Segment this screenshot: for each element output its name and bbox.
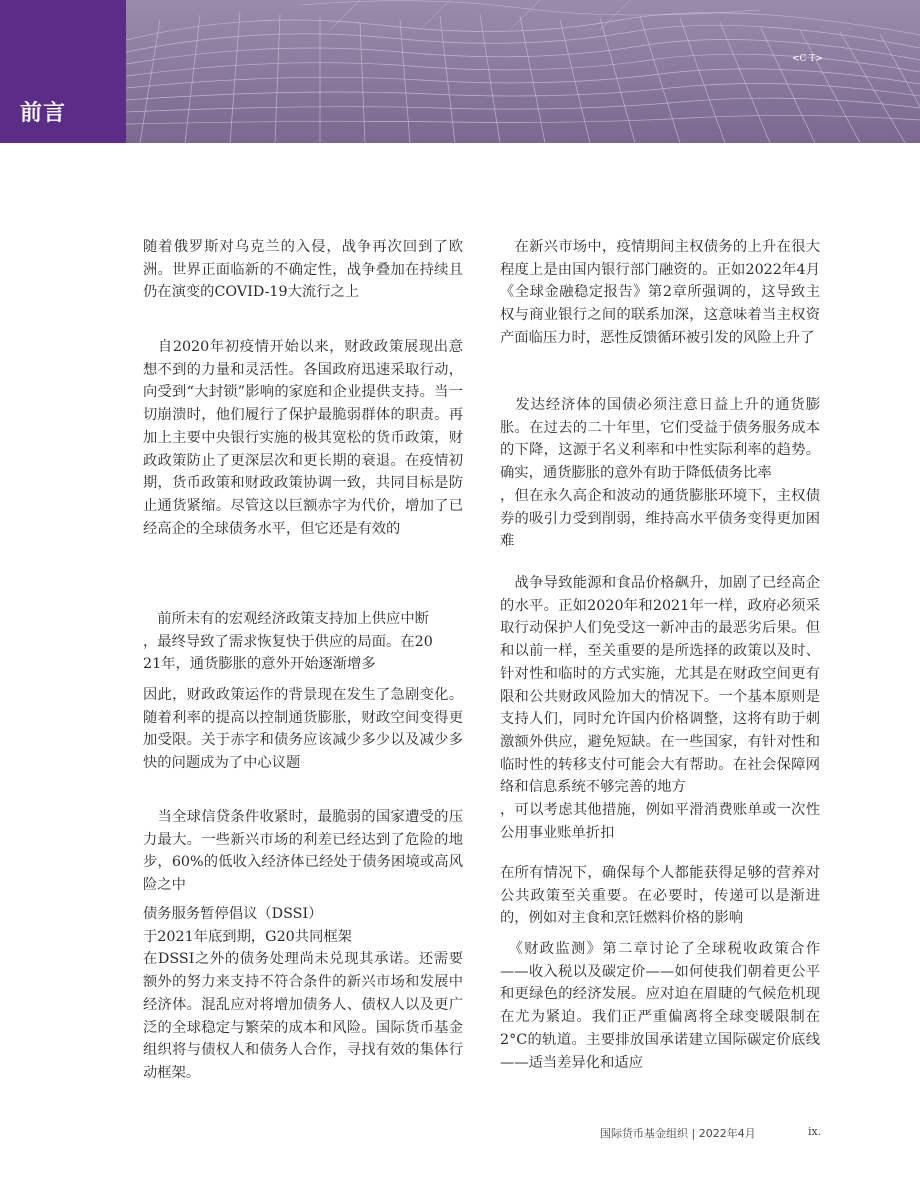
left-column bbox=[143, 806, 463, 897]
paragraph: 随着俄罗斯对乌克兰的入侵，战争再次回到了欧洲。世界正面临新的不确定性，战争叠加在持续且仍在演变的COVID-19大流行之上 bbox=[143, 239, 463, 301]
page-title: 前言 bbox=[20, 101, 67, 126]
paragraph: 《财政监测》第二章讨论了全球税收政策合作——收入税以及碳定价——如何使我们朝着更公平和更绿色的经济发展。应对迫在眉睫的气候危机现在尤为紧迫。我们正严重偏离将全球变暖限制在2°C的轨道。主要排放国承诺建立国际碳定价底线——适当差异化和适应 bbox=[500, 941, 820, 1071]
paragraph: 当全球信贷条件收紧时，最脆弱的国家遭受的压力最大。一些新兴市场的利差已经达到了危险的地步，60%的低收入经济体已经处于债务困境或高风险之中 bbox=[143, 809, 463, 894]
paragraph: 债务服务暂停倡议（DSSI） 于2021年底到期，G20共同框架 在DSSI之外的债务处理尚未兑现其承诺。还需要额外的努力来支持不符合条件的新兴市场和发展中经济体。混乱应对将增加债务人、债权人以及更广泛的全球稳定与繁荣的成本和风险。国际货币基金组织将与债权人和债务人合作，寻找有效的集体行动框架。 bbox=[143, 906, 463, 1081]
right-column bbox=[500, 572, 820, 844]
right-column bbox=[500, 862, 820, 930]
paragraph: 前所未有的宏观经济政策支持加上供应中断 ，最终导致了需求恢复快于供应的局面。在20 21年，通货膨胀的意外开始逐渐增多 bbox=[143, 611, 433, 673]
page-number: ix. bbox=[808, 1125, 822, 1138]
left-column bbox=[143, 336, 463, 540]
right-column bbox=[500, 394, 820, 553]
header-banner bbox=[0, 0, 920, 143]
paragraph: 战争导致能源和食品价格飙升，加剧了已经高企的水平。正如2020年和2021年一样，政府必须采取行动保护人们免受这一新冲击的最恶劣后果。但和以前一样，至关重要的是所选择的政策以及时、针对性和临时的方式实施，尤其是在财政空间更有限和公共财政风险加大的情况下。一个基本原则是支持人们，同时允许国内价格调整，这将有助于刺激额外供应，避免短缺。在一些国家，有针对性和临时性的转移支付可能会大有帮助。在社会保障网络和信息系统不够完善的地方 ，可以考虑其他措施，例如平滑消费账单或一次性公用事业账单折扣 bbox=[500, 575, 820, 841]
paragraph: 自2020年初疫情开始以来，财政政策展现出意想不到的力量和灵活性。各国政府迅速采取行动，向受到“大封锁”影响的家庭和企业提供支持。当一切崩溃时，他们履行了保护最脆弱群体的职责。再加上主要中央银行实施的极其宽松的货币政策，财政政策防止了更深层次和更长期的衰退。在疫情初期，货币政策和财政政策协调一致，共同目标是防止通货紧缩。尽管这以巨额赤字为代价，增加了已经高企的全球债务水平，但它还是有效的 bbox=[143, 339, 463, 537]
left-column bbox=[143, 236, 463, 304]
right-column bbox=[500, 938, 820, 1074]
title-box bbox=[0, 0, 126, 143]
paragraph: 在新兴市场中，疫情期间主权债务的上升在很大程度上是由国内银行部门融资的。正如2022年4月《全球金融稳定报告》第2章所强调的，这导致主权与商业银行之间的联系加深，这意味着当主权资产面临压力时，恶性反馈循环被引发的风险上升了 bbox=[500, 239, 820, 346]
footer-source: 国际货币基金组织 | 2022年4月 bbox=[600, 1127, 756, 1140]
left-column bbox=[143, 684, 463, 775]
wireframe-landscape-graphic bbox=[0, 0, 920, 143]
paragraph: 发达经济体的国债必须注意日益上升的通货膨胀。在过去的二十年里，它们受益于债务服务成本的下降，这源于名义利率和中性实际利率的趋势。确实，通货膨胀的意外有助于降低债务比率 ，但在永久高企和波动的通货膨胀环境下，主权债券的吸引力受到削弱，维持高水平债务变得更加困难 bbox=[500, 397, 820, 550]
paragraph: 因此，财政政策运作的背景现在发生了急剧变化。随着利率的提高以控制通货膨胀，财政空间变得更加受限。关于赤字和债务应该减少多少以及减少多快的问题成为了中心议题 bbox=[143, 687, 463, 772]
paragraph: 在所有情况下，确保每个人都能获得足够的营养对公共政策至关重要。在必要时，传递可以是渐进的，例如对主食和烹饪燃料价格的影响 bbox=[500, 865, 820, 927]
corner-mark: <C T> bbox=[792, 54, 823, 64]
left-column bbox=[143, 903, 463, 1085]
left-column bbox=[143, 608, 463, 676]
right-column bbox=[500, 236, 820, 350]
